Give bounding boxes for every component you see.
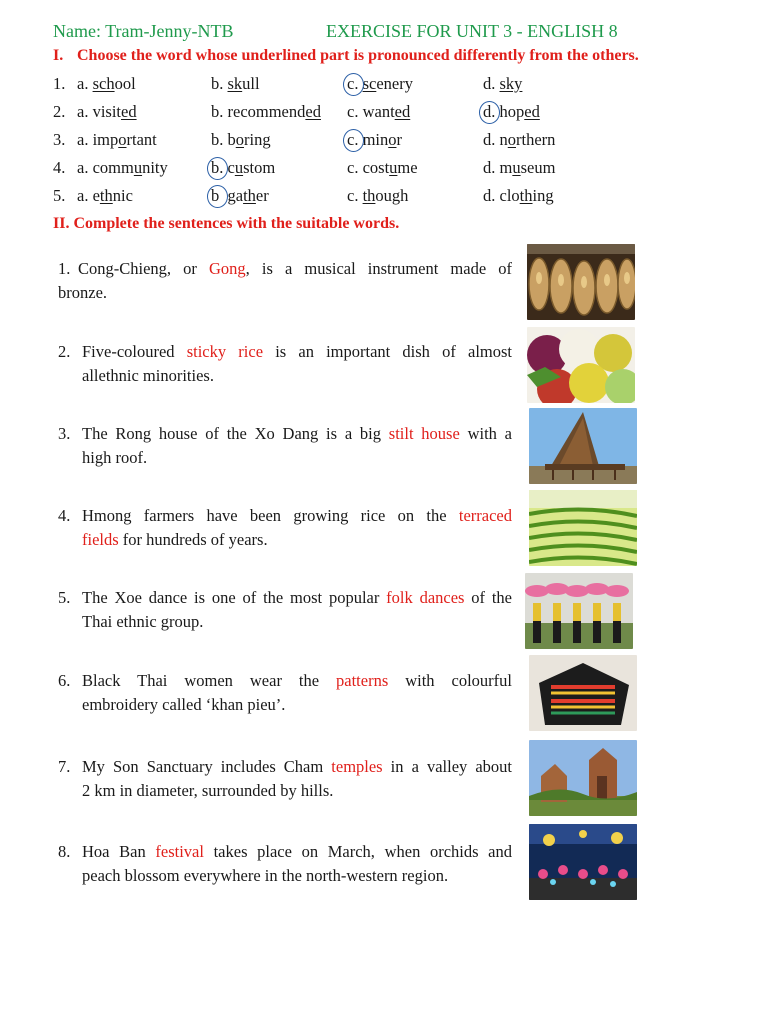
underlined-part: o (388, 130, 397, 149)
underlined-part: ed (121, 102, 137, 121)
underlined-part: o (118, 130, 127, 149)
question-number: 1. (53, 74, 66, 93)
part1-number: I. (53, 47, 64, 64)
option-word-start: imp (88, 130, 119, 149)
sentence-text: embroidery called ‘khan pieu’. (82, 695, 286, 714)
underlined-part: u (234, 158, 244, 177)
question-row (53, 102, 613, 124)
answer-keyword: festival (155, 842, 204, 861)
answer-option[interactable] (347, 130, 402, 150)
underlined-part: ed (394, 102, 411, 121)
option-letter: d. (483, 130, 496, 149)
underlined-part: sch (92, 74, 115, 93)
sentence-number: 6. (58, 671, 71, 690)
option-letter: b. (211, 130, 224, 149)
option-word-end: ing (532, 186, 554, 205)
answer-option[interactable] (211, 158, 275, 178)
underlined-part: th (362, 186, 376, 205)
part1-instruction (53, 47, 639, 65)
festival-photo (529, 824, 637, 900)
option-word-end: stom (243, 158, 276, 177)
option-letter: a. (77, 186, 89, 205)
answer-option[interactable] (347, 74, 413, 94)
answer-keyword: stilt house (388, 424, 460, 443)
answer-option[interactable] (211, 186, 269, 206)
sentence-line-1 (58, 755, 512, 779)
answer-option[interactable] (483, 74, 522, 94)
question-row (53, 158, 613, 180)
sentence-text: My Son Sanctuary includes Cham (82, 757, 332, 776)
sentence-line-2 (58, 693, 512, 717)
answer-keyword: temples (331, 757, 383, 776)
question-number: 2. (53, 102, 66, 121)
underlined-part: ed (524, 102, 540, 121)
sentence-line-1 (58, 422, 512, 446)
answer-option[interactable] (77, 102, 137, 122)
gong-photo (527, 244, 635, 320)
sentence-text: , is a musical instrument made of (245, 259, 512, 278)
sentence-item (58, 586, 512, 634)
sentence-text: bronze. (58, 283, 108, 302)
sentence-line-2 (58, 528, 512, 552)
answer-keyword: Gong (208, 259, 246, 278)
answer-option[interactable] (77, 186, 133, 206)
option-word-end: rtant (126, 130, 157, 149)
sentence-text: with colourful (388, 671, 512, 690)
sentence-text: of the (464, 588, 512, 607)
part2-text: Complete the sentences with the suitable words. (73, 215, 400, 232)
sentence-item (58, 504, 512, 552)
embroidery-photo (529, 655, 637, 731)
question-row (53, 186, 613, 208)
sentence-line-2 (58, 364, 512, 388)
option-word-end: me (397, 158, 418, 177)
answer-option[interactable] (77, 130, 157, 150)
terraced-fields-photo (529, 490, 637, 566)
option-letter: a. (77, 102, 89, 121)
option-word-start: m (495, 158, 513, 177)
sentence-line-1 (58, 586, 512, 610)
sentence-text: is an important dish of almost (263, 342, 512, 361)
circled-answer-letter: d. (483, 102, 496, 121)
option-word-start: want (358, 102, 395, 121)
answer-option[interactable] (483, 158, 555, 178)
answer-option[interactable] (211, 74, 260, 94)
underlined-part: o (235, 130, 244, 149)
sentence-line-2 (58, 779, 512, 803)
option-letter: c. (347, 102, 359, 121)
sentence-number: 7. (58, 757, 71, 776)
option-word-start: hop (495, 102, 525, 121)
sentence-text: with a (459, 424, 512, 443)
sentence-number: 2. (58, 342, 71, 361)
question-row (53, 74, 613, 96)
sentence-text: in a valley about (382, 757, 512, 776)
question-row (53, 130, 613, 152)
circled-answer-letter: c. (347, 74, 359, 93)
sentence-item (58, 840, 512, 888)
answer-option[interactable] (483, 102, 540, 122)
option-letter: d. (483, 74, 496, 93)
sentence-number: 1. (58, 259, 71, 278)
option-word-end: seum (520, 158, 556, 177)
question-number: 3. (53, 130, 66, 149)
sentence-text: Hmong farmers have been growing rice on the (82, 506, 459, 525)
answer-keyword: terraced (458, 506, 512, 525)
sentence-text: allethnic minorities. (82, 366, 214, 385)
circled-answer-letter: b (211, 186, 220, 205)
question-number: 5. (53, 186, 66, 205)
option-word-end: ough (375, 186, 409, 205)
sentence-text: The Xoe dance is one of the most popular (82, 588, 387, 607)
sentence-text: takes place on March, when orchids and (203, 842, 513, 861)
sentence-text: Five-coloured (82, 342, 187, 361)
option-letter: a. (77, 74, 89, 93)
answer-option[interactable] (347, 186, 408, 206)
answer-option[interactable] (77, 158, 168, 178)
option-letter: a. (77, 158, 89, 177)
answer-option[interactable] (77, 74, 136, 94)
sentence-text: Hoa Ban (82, 842, 156, 861)
option-word-start: clo (495, 186, 520, 205)
student-name: Name: Tram-Jenny-NTB (53, 21, 234, 41)
underlined-part: sk (227, 74, 243, 93)
sentence-item (58, 257, 512, 305)
sentence-text: Black Thai women wear the (82, 671, 337, 690)
sentence-number: 3. (58, 424, 71, 443)
option-word-start: comm (88, 158, 134, 177)
sentence-line-2 (58, 610, 512, 634)
underlined-part: ed (305, 102, 321, 121)
option-word-start: recommend (223, 102, 306, 121)
rong-house-photo (529, 408, 637, 484)
answer-keyword: sticky rice (186, 342, 264, 361)
circled-answer-letter: c. (347, 130, 359, 149)
sentence-line-1 (58, 257, 512, 281)
option-word-start: e (88, 186, 100, 205)
option-letter: b. (211, 102, 224, 121)
option-word-end: ull (242, 74, 260, 93)
underlined-part: u (133, 158, 143, 177)
option-letter: c. (347, 186, 359, 205)
sentence-text: for hundreds of years. (118, 530, 268, 549)
option-word-end: ring (244, 130, 271, 149)
part2-instruction (53, 215, 399, 233)
question-number: 4. (53, 158, 66, 177)
sentence-number: 8. (58, 842, 71, 861)
option-letter: d. (483, 186, 496, 205)
answer-keyword: fields (82, 530, 119, 549)
option-word-start: c (223, 158, 235, 177)
underlined-part: sc (362, 74, 377, 93)
sentence-line-1 (58, 340, 512, 364)
temples-photo (529, 740, 637, 816)
underlined-part: u (389, 158, 398, 177)
option-word-start: cost (358, 158, 390, 177)
answer-option[interactable] (211, 130, 271, 150)
sentence-text: high roof. (82, 448, 148, 467)
option-letter: c. (347, 158, 359, 177)
part2-number: II. (53, 215, 70, 232)
option-word-end: nic (112, 186, 133, 205)
option-word-end: er (255, 186, 269, 205)
answer-option[interactable] (347, 158, 418, 178)
answer-keyword: folk dances (386, 588, 465, 607)
part1-text: Choose the word whose underlined part is pronounced differently from the others. (77, 47, 639, 64)
sentence-line-2 (58, 446, 512, 470)
option-word-end: nity (142, 158, 168, 177)
answer-option[interactable] (483, 186, 554, 206)
underlined-part: u (512, 158, 521, 177)
sentence-line-2 (58, 864, 512, 888)
option-word-start: ga (219, 186, 244, 205)
sentence-text: Cong-Chieng, or (78, 259, 209, 278)
sentence-line-1 (58, 504, 512, 528)
sentence-line-1 (58, 840, 512, 864)
sentence-text: The Rong house of the Xo Dang is a big (82, 424, 389, 443)
underlined-part: th (243, 186, 256, 205)
option-word-end: ool (114, 74, 136, 93)
answer-option[interactable] (483, 130, 555, 150)
sentence-text: 2 km in diameter, surrounded by hills. (82, 781, 334, 800)
underlined-part: o (507, 130, 516, 149)
option-word-start: b (223, 130, 236, 149)
option-letter: a. (77, 130, 89, 149)
underlined-part: th (519, 186, 533, 205)
sentence-item (58, 340, 512, 388)
circled-answer-letter: b. (211, 158, 224, 177)
sentence-text: peach blossom everywhere in the north-western region. (82, 866, 449, 885)
sentence-item (58, 755, 512, 803)
option-letter: d. (483, 158, 496, 177)
sticky-rice-photo (527, 327, 635, 403)
exercise-title: EXERCISE FOR UNIT 3 - ENGLISH 8 (326, 21, 618, 41)
sentence-number: 4. (58, 506, 71, 525)
option-word-end: enery (376, 74, 413, 93)
sentence-text: Thai ethnic group. (82, 612, 204, 631)
sentence-item (58, 422, 512, 470)
option-word-start: min (358, 130, 389, 149)
underlined-part: th (99, 186, 113, 205)
underlined-part: sky (499, 74, 523, 93)
xoe-dance-photo (525, 573, 633, 649)
option-letter: b. (211, 74, 224, 93)
answer-option[interactable] (347, 102, 410, 122)
sentence-line-2 (58, 281, 512, 305)
option-word-end: r (396, 130, 402, 149)
sentence-item (58, 669, 512, 717)
answer-option[interactable] (211, 102, 321, 122)
option-word-start: visit (88, 102, 122, 121)
option-word-end: rthern (516, 130, 556, 149)
answer-keyword: patterns (336, 671, 389, 690)
sentence-number: 5. (58, 588, 71, 607)
sentence-line-1 (58, 669, 512, 693)
option-word-start: n (495, 130, 508, 149)
